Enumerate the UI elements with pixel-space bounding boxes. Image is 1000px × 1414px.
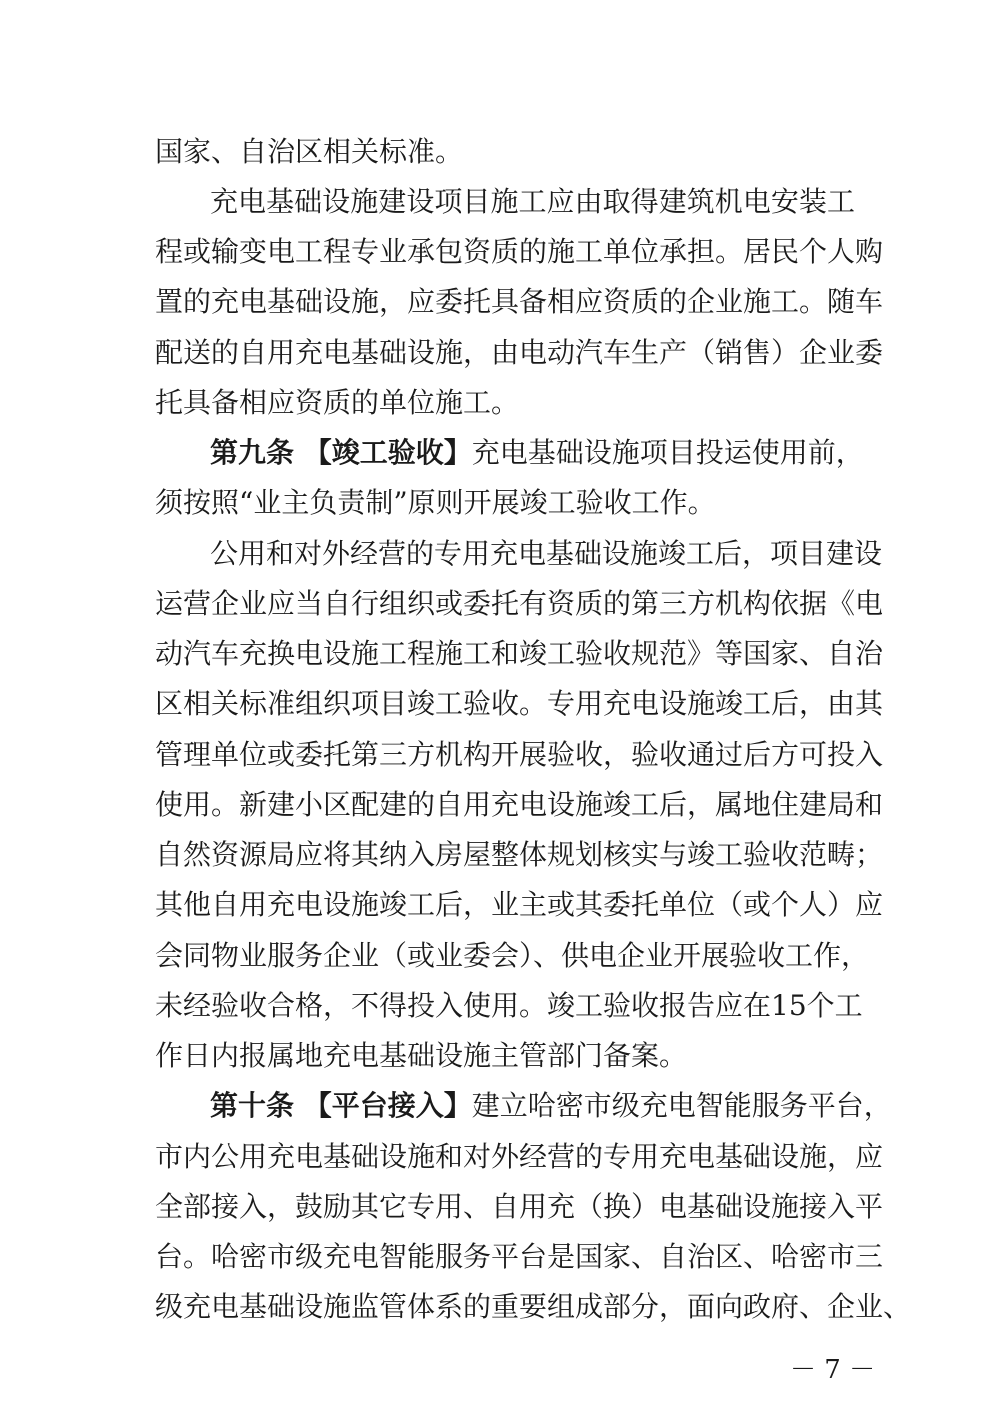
article-9-heading: 第九条 【竣工验收】 bbox=[210, 436, 472, 469]
paragraph-line: 其他自用充电设施竣工后，业主或其委托单位（或个人）应 bbox=[155, 888, 884, 921]
paragraph-line: 国家、自治区相关标准。 bbox=[155, 135, 464, 168]
paragraph-line: 市内公用充电基础设施和对外经营的专用充电基础设施，应 bbox=[155, 1140, 884, 1173]
paragraph-line: 台。哈密市级充电智能服务平台是国家、自治区、哈密市三 bbox=[155, 1240, 884, 1273]
paragraph-line: 自然资源局应将其纳入房屋整体规划核实与竣工验收范畴； bbox=[155, 838, 884, 871]
article-10-text: 建立哈密市级充电智能服务平台， bbox=[471, 1089, 892, 1122]
article-10-heading: 第十条 【平台接入】 bbox=[210, 1089, 472, 1122]
paragraph-line: 作日内报属地充电基础设施主管部门备案。 bbox=[155, 1039, 688, 1072]
paragraph-line: 公用和对外经营的专用充电基础设施竣工后，项目建设 bbox=[210, 537, 883, 570]
paragraph-line: 运营企业应当自行组织或委托有资质的第三方机构依据《电 bbox=[155, 587, 884, 620]
paragraph-line: 置的充电基础设施，应委托具备相应资质的企业施工。随车 bbox=[155, 285, 884, 318]
paragraph-line: 动汽车充换电设施工程施工和竣工验收规范》等国家、自治 bbox=[155, 637, 884, 670]
paragraph-line: 未经验收合格，不得投入使用。竣工验收报告应在15个工 bbox=[155, 989, 863, 1022]
paragraph-line: 级充电基础设施监管体系的重要组成部分，面向政府、企业、 bbox=[155, 1290, 912, 1323]
article-9-first-line bbox=[210, 428, 864, 478]
article-10-first-line bbox=[210, 1081, 892, 1131]
paragraph-line: 全部接入，鼓励其它专用、自用充（换）电基础设施接入平 bbox=[155, 1190, 884, 1223]
paragraph-line: 程或输变电工程专业承包资质的施工单位承担。居民个人购 bbox=[155, 235, 884, 268]
paragraph-line: 会同物业服务企业（或业委会）、供电企业开展验收工作， bbox=[155, 939, 870, 972]
paragraph-line: 须按照“业主负责制”原则开展竣工验收工作。 bbox=[155, 486, 716, 519]
paragraph-line: 使用。新建小区配建的自用充电设施竣工后，属地住建局和 bbox=[155, 788, 884, 821]
article-9-text: 充电基础设施项目投运使用前， bbox=[471, 436, 864, 469]
paragraph-line: 管理单位或委托第三方机构开展验收，验收通过后方可投入 bbox=[155, 738, 884, 771]
page-number: － 7 － bbox=[790, 1355, 876, 1385]
paragraph-line: 配送的自用充电基础设施，由电动汽车生产（销售）企业委 bbox=[155, 336, 884, 369]
paragraph-line: 区相关标准组织项目竣工验收。专用充电设施竣工后，由其 bbox=[155, 687, 884, 720]
paragraph-line: 托具备相应资质的单位施工。 bbox=[155, 386, 520, 419]
paragraph-line: 充电基础设施建设项目施工应由取得建筑机电安装工 bbox=[210, 185, 855, 218]
